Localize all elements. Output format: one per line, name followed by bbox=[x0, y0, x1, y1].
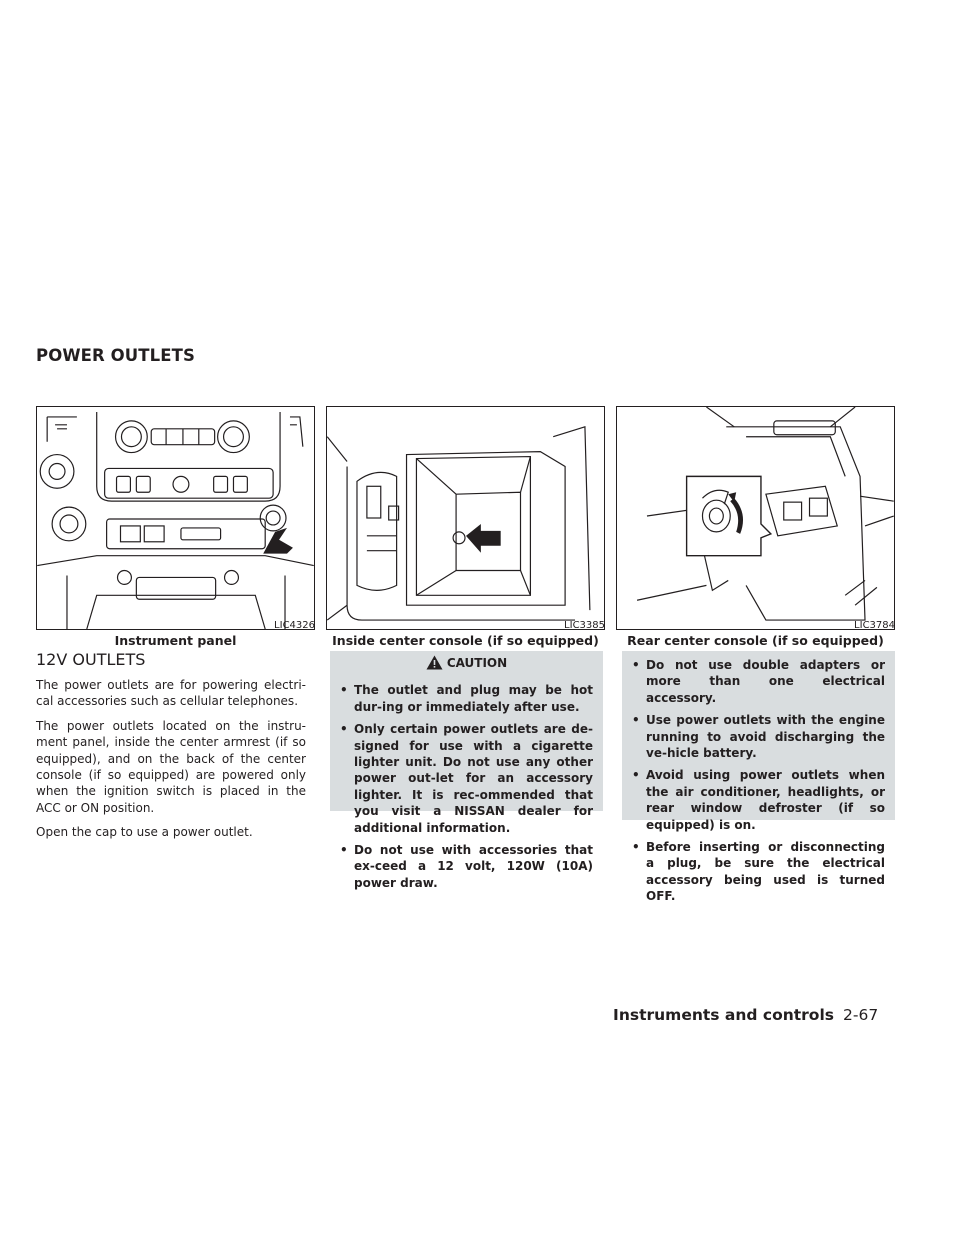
caution-list-col2 bbox=[622, 657, 895, 917]
caution-heading bbox=[330, 655, 603, 674]
figure-caption-1: Instrument panel bbox=[114, 633, 237, 648]
body-text bbox=[36, 677, 306, 849]
figure-rear-console bbox=[616, 406, 895, 630]
caution-item: • Only certain power outlets are de-signed for use with a cigarette lighter unit. Do not use any other power out-let for an accessory lighter. It is rec-ommended that you visit a NISSAN dealer for additional information. bbox=[340, 722, 593, 835]
figure-caption-2: Inside center console (if so equipped) bbox=[332, 633, 599, 648]
inside-console-illustration bbox=[327, 407, 604, 629]
footer-page-number: 2-67 bbox=[843, 1006, 879, 1024]
caution-box bbox=[330, 651, 603, 890]
instrument-panel-illustration bbox=[37, 407, 314, 629]
figure-code-3: LIC3784 bbox=[854, 620, 895, 631]
warning-icon bbox=[426, 655, 443, 674]
caution-item: • Use power outlets with the engine running to avoid discharging the ve-hicle battery. bbox=[632, 713, 885, 761]
caution-title: CAUTION bbox=[446, 656, 508, 670]
subheading-12v-outlets: 12V OUTLETS bbox=[36, 650, 146, 669]
figure-caption-3: Rear center console (if so equipped) bbox=[627, 633, 884, 648]
caution-item: • Before inserting or disconnecting a plug, be sure the electrical accessory being used is turned OFF. bbox=[632, 840, 885, 904]
figure-code-2: LIC3385 bbox=[564, 620, 605, 631]
paragraph-3: Open the cap to use a power outlet. bbox=[36, 825, 253, 840]
caution-item: • The outlet and plug may be hot dur-ing or immediately after use. bbox=[340, 683, 593, 714]
paragraph-1: The power outlets are for powering electri-cal accessories such as cellular telephones. bbox=[36, 678, 306, 709]
caution-list-col1 bbox=[330, 682, 603, 903]
section-title: POWER OUTLETS bbox=[36, 346, 195, 365]
rear-console-illustration bbox=[617, 407, 894, 629]
caution-box-continued bbox=[622, 651, 895, 904]
figure-instrument-panel bbox=[36, 406, 315, 630]
figure-code-1: LIC4326 bbox=[274, 620, 315, 631]
caution-item: • Do not use with accessories that ex-ceed a 12 volt, 120W (10A) power draw. bbox=[340, 843, 593, 890]
footer-section-name: Instruments and controls bbox=[613, 1006, 834, 1024]
figure-inside-console bbox=[326, 406, 605, 630]
caution-item: • Avoid using power outlets when the air conditioner, headlights, or rear window defroster (if so equipped) is on. bbox=[632, 768, 885, 832]
caution-item: • Do not use double adapters or more than one electrical accessory. bbox=[632, 658, 885, 705]
paragraph-2: The power outlets located on the instru-ment panel, inside the center armrest (if so equipped), and on the back of the center console (if so equipped) are powered only when the ignition switch is placed in the ACC or ON position. bbox=[36, 718, 306, 815]
